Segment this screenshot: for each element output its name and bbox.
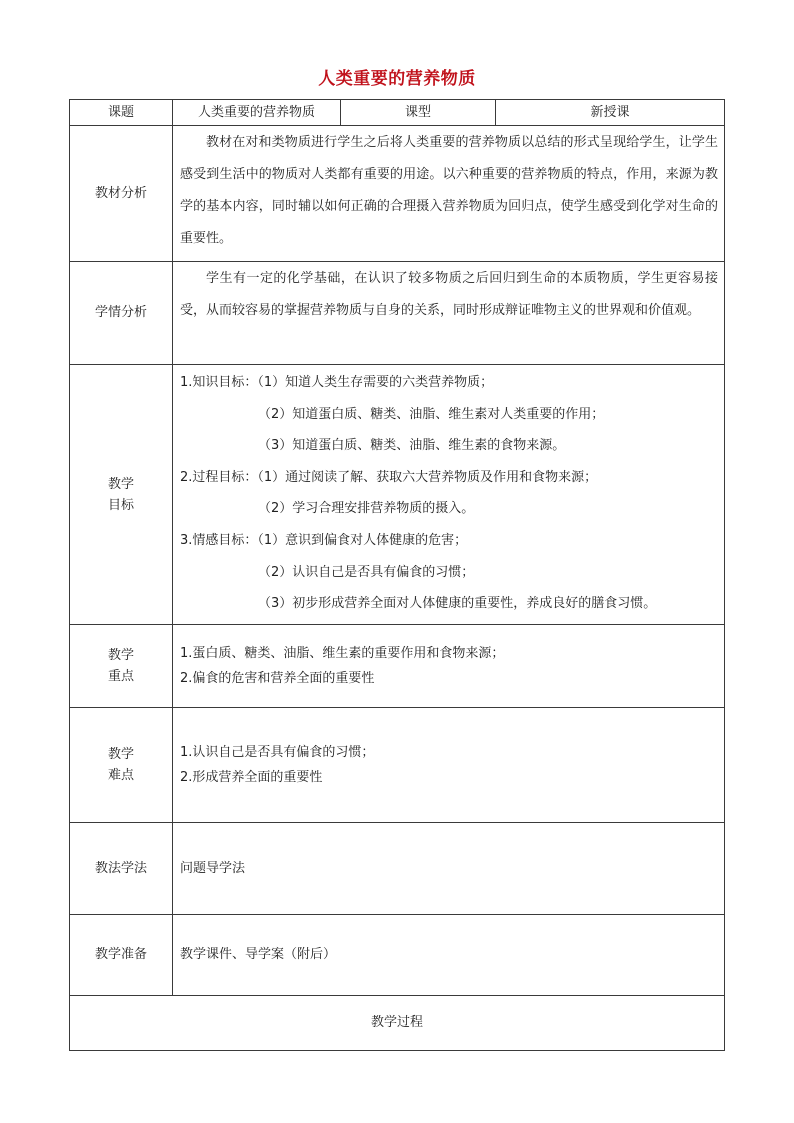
label-line-1: 教学 <box>107 747 134 762</box>
goal-line: 3.情感目标：（1）意识到偏食对人体健康的危害； <box>180 532 468 548</box>
list-item: 2.形成营养全面的重要性 <box>180 770 323 785</box>
table-column-divider <box>172 99 173 995</box>
goals-list <box>180 367 720 622</box>
label-line-2: 难点 <box>107 768 134 783</box>
material-analysis-text: 教材在对和类物质进行学生之后将人类重要的营养物质以总结的形式呈现给学生，让学生感受到生活中的物质对人类都有重要的用途。以六种重要的营养物质的特点，作用，来源为教学的基本内容，同时辅以如何正确的合理摄入营养物质为回归点，使学生感受到化学对生命的重要性。 <box>180 135 718 246</box>
label-key-points <box>70 625 172 707</box>
label-line-1: 教学 <box>107 476 134 492</box>
goal-line: （2）知道蛋白质、糖类、油脂、维生素对人类重要的作用； <box>258 406 605 422</box>
label-teaching-method: 教法学法 <box>94 860 147 876</box>
key-points-list <box>180 625 720 707</box>
label-line-2: 目标 <box>107 497 134 513</box>
label-teaching-process: 教学过程 <box>370 1015 423 1030</box>
goal-line: （3）知道蛋白质、糖类、油脂、维生素的食物来源。 <box>258 438 566 454</box>
topic-value: 人类重要的营养物质 <box>197 104 315 120</box>
label-difficulties <box>70 708 172 822</box>
teaching-method-value: 问题导学法 <box>180 860 246 876</box>
goal-line: 2.过程目标：（1）通过阅读了解、获取六大营养物质及作用和食物来源； <box>180 469 598 485</box>
preparation-value: 教学课件、导学案（附后） <box>180 947 337 962</box>
label-teaching-goals <box>70 365 172 624</box>
goal-line: （3）初步形成营养全面对人体健康的重要性，养成良好的膳食习惯。 <box>258 596 657 612</box>
label-line-1: 教学 <box>107 648 134 663</box>
student-analysis-text: 学生有一定的化学基础，在认识了较多物质之后回归到生命的本质物质，学生更容易接受，从而较容易的掌握营养物质与自身的关系，同时形成辩证唯物主义的世界观和价值观。 <box>180 271 718 318</box>
label-line-2: 重点 <box>107 669 134 684</box>
goal-line: （2）认识自己是否具有偏食的习惯； <box>258 564 475 580</box>
label-lesson-type: 课型 <box>404 104 431 120</box>
goal-line: 1.知识目标：（1）知道人类生存需要的六类营养物质； <box>180 375 494 390</box>
list-item: 1.认识自己是否具有偏食的习惯； <box>180 745 375 760</box>
list-item: 2.偏食的危害和营养全面的重要性 <box>180 671 375 686</box>
table-border-right <box>724 99 725 1051</box>
label-topic: 课题 <box>107 104 134 120</box>
difficulties-list <box>180 708 720 822</box>
label-student-analysis: 学情分析 <box>94 305 147 320</box>
table-border-bottom <box>69 1050 725 1051</box>
document-title: 人类重要的营养物质 <box>318 69 476 89</box>
label-preparation: 教学准备 <box>94 947 147 962</box>
lesson-type-value: 新授课 <box>590 104 630 120</box>
list-item: 1.蛋白质、糖类、油脂、维生素的重要作用和食物来源； <box>180 646 505 661</box>
goal-line: （2）学习合理安排营养物质的摄入。 <box>258 501 475 517</box>
label-material-analysis: 教材分析 <box>94 185 147 201</box>
